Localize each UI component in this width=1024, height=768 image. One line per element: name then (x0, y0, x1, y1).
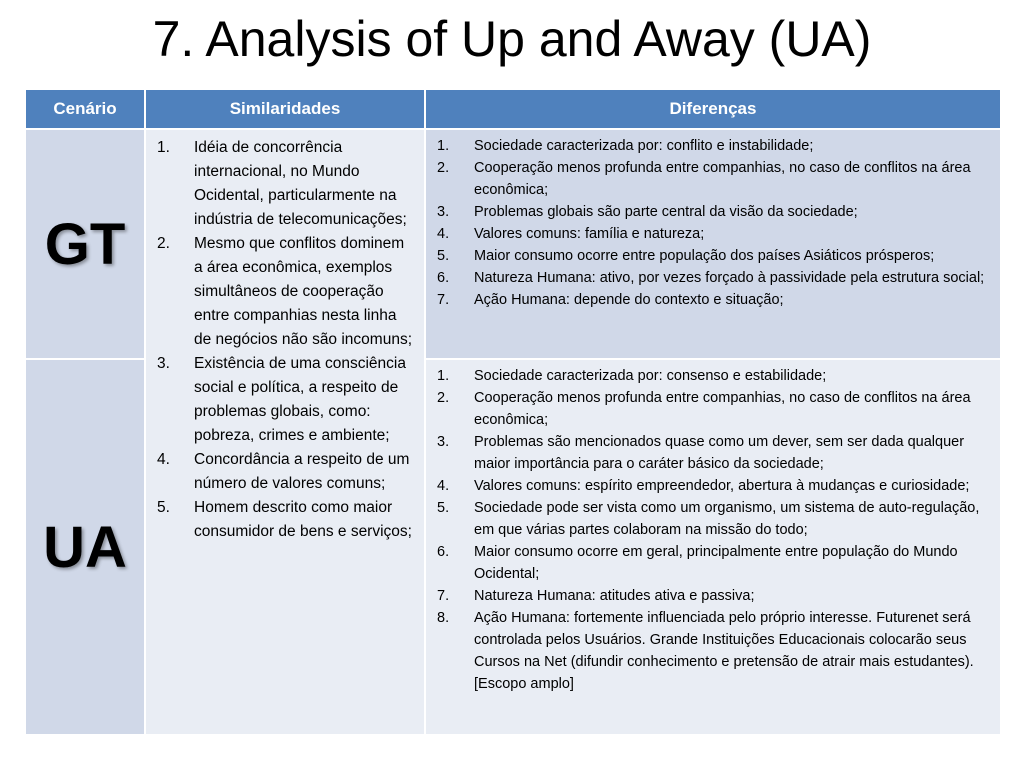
list-item: 5. Maior consumo ocorre entre população dos países Asiáticos prósperos; (437, 248, 935, 264)
label-ua-cell (25, 359, 145, 735)
list-item: 1. Sociedade caracterizada por: conflito e instabilidade; (437, 138, 814, 154)
list-item: 7. Ação Humana: depende do contexto e situação; (437, 292, 784, 308)
header-cenario: Cenário (25, 89, 145, 129)
list-item: 4. Valores comuns: espírito empreendedor, abertura à mudanças e curiosidade; (437, 478, 970, 494)
row-gt (25, 129, 1001, 359)
label-gt-cell (25, 129, 145, 359)
list-item: 4. Concordância a respeito de um número de valores comuns; (157, 451, 410, 492)
list-item: 2. Cooperação menos profunda entre companhias, no caso de conflitos na área econômica; (437, 160, 971, 198)
analysis-table (24, 88, 1002, 736)
list-item: 2. Cooperação menos profunda entre companhias, no caso de conflitos na área econômica; (437, 390, 971, 428)
list-item: 8. Ação Humana: fortemente influenciada pelo próprio interesse. Futurenet será controlada pelos Usuários. Grande Instituições Educacionais colocarão seus Cursos na Net (difundir conhecimento e pretensão de atrair mais estudantes). [Escopo amplo] (437, 610, 974, 692)
label-ua: UA (43, 514, 127, 580)
list-item: 5. Homem descrito como maior consumidor de bens e serviços; (157, 499, 412, 540)
diferencas-gt-list (426, 130, 1000, 311)
header-row (25, 89, 1001, 129)
list-item: 6. Natureza Humana: ativo, por vezes forçado à passividade pela estrutura social; (437, 270, 985, 286)
similaridades-list (146, 130, 424, 544)
list-item: 1. Sociedade caracterizada por: consenso e estabilidade; (437, 368, 827, 384)
diferencas-ua-list (426, 360, 1000, 695)
label-gt: GT (44, 211, 126, 277)
list-item: 3. Problemas são mencionados quase como um dever, sem ser dada qualquer maior importância para o caráter básico da sociedade; (437, 434, 965, 472)
list-item: 6. Maior consumo ocorre em geral, principalmente entre população do Mundo Ocidental; (437, 544, 958, 582)
list-item: 3. Existência de uma consciência social e política, a respeito de problemas globais, como: pobreza, crimes e ambiente; (157, 355, 406, 444)
list-item: 2. Mesmo que conflitos dominem a área econômica, exemplos simultâneos de cooperação entre companhias nesta linha de negócios não são incomuns; (157, 235, 413, 348)
diferencas-ua-cell (425, 359, 1001, 735)
list-item: 1. Idéia de concorrência internacional, no Mundo Ocidental, particularmente na indústria de telecomunicações; (157, 139, 407, 228)
header-similaridades: Similaridades (145, 89, 425, 129)
list-item: 5. Sociedade pode ser vista como um organismo, um sistema de auto-regulação, em que várias partes colaboram na missão do todo; (437, 500, 980, 538)
list-item: 4. Valores comuns: família e natureza; (437, 226, 705, 242)
list-item: 3. Problemas globais são parte central da visão da sociedade; (437, 204, 858, 220)
slide-title: 7. Analysis of Up and Away (UA) (152, 11, 872, 67)
diferencas-gt-cell (425, 129, 1001, 359)
similaridades-cell (145, 129, 425, 735)
header-diferencas: Diferenças (425, 89, 1001, 129)
list-item: 7. Natureza Humana: atitudes ativa e passiva; (437, 588, 755, 604)
